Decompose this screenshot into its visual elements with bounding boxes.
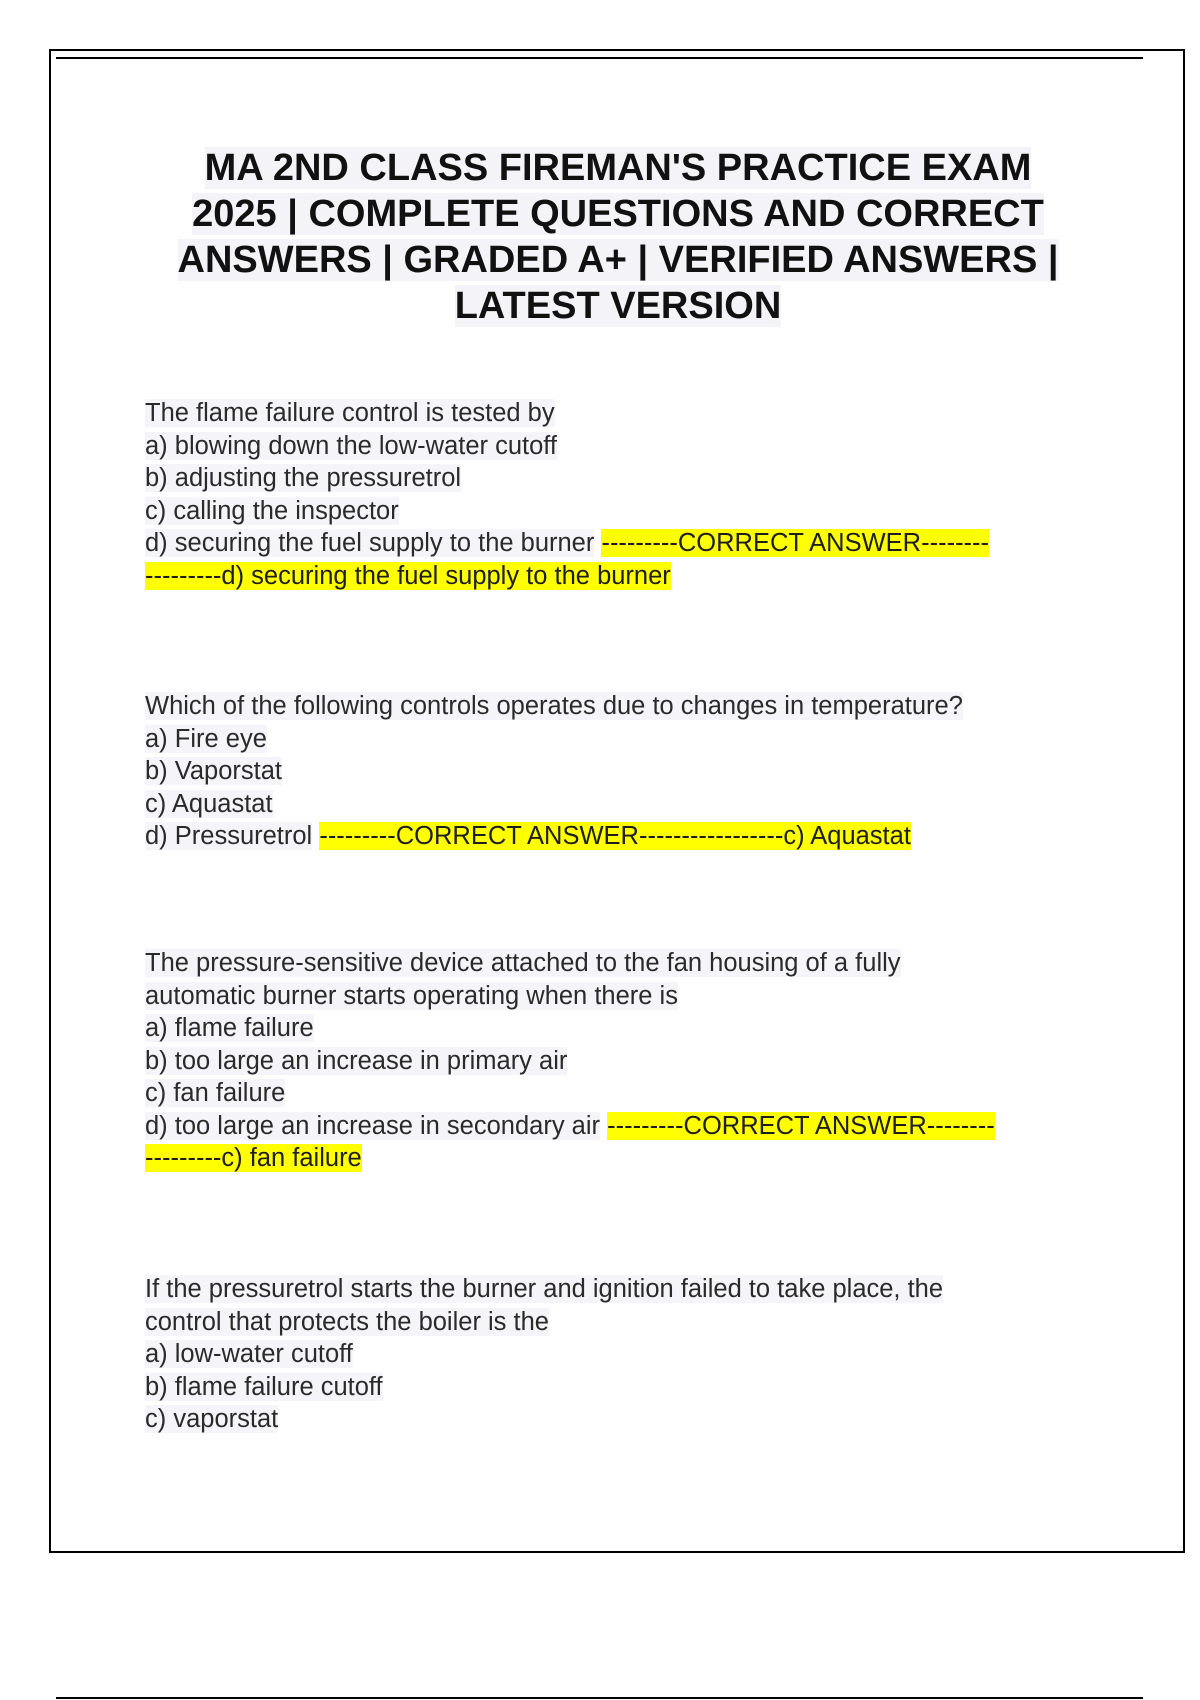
option-c: c) calling the inspector xyxy=(145,496,399,525)
top-rule xyxy=(56,57,1143,59)
option-a: a) low-water cutoff xyxy=(145,1340,353,1368)
document-title xyxy=(120,145,1116,329)
title-line: LATEST VERSION xyxy=(454,285,782,327)
option-b: b) adjusting the pressuretrol xyxy=(145,464,462,492)
question-3 xyxy=(145,947,1090,1175)
title-line: 2025 | COMPLETE QUESTIONS AND CORRECT xyxy=(192,193,1044,235)
question-stem: automatic burner starts operating when there is xyxy=(145,981,678,1010)
correct-answer-highlight: ---------CORRECT ANSWER-------- xyxy=(601,529,990,557)
correct-answer-continuation xyxy=(145,560,1090,593)
correct-answer-continuation xyxy=(145,1142,1090,1175)
correct-answer-highlight: ---------c) fan failure xyxy=(145,1144,362,1172)
option-b: b) Vaporstat xyxy=(145,757,283,785)
question-4 xyxy=(145,1273,1090,1436)
option-c: c) fan failure xyxy=(145,1079,286,1107)
option-d: d) Pressuretrol ---------CORRECT ANSWER-----------------c) Aquastat xyxy=(145,822,911,850)
option-a: a) flame failure xyxy=(145,1014,314,1042)
option-a: a) Fire eye xyxy=(145,724,267,753)
question-1 xyxy=(145,397,1090,592)
question-2 xyxy=(145,690,1090,853)
option-a: a) blowing down the low-water cutoff xyxy=(145,431,557,460)
question-stem: control that protects the boiler is the xyxy=(145,1307,549,1336)
option-b: b) too large an increase in primary air xyxy=(145,1046,568,1075)
question-stem: If the pressuretrol starts the burner and ignition failed to take place, the xyxy=(145,1275,944,1303)
correct-answer-highlight: ---------CORRECT ANSWER-----------------c) Aquastat xyxy=(319,822,911,850)
bottom-rule xyxy=(56,1697,1143,1699)
correct-answer-highlight: ---------CORRECT ANSWER-------- xyxy=(607,1111,995,1140)
question-stem: The pressure-sensitive device attached to the fan housing of a fully xyxy=(145,949,901,977)
option-c: c) vaporstat xyxy=(145,1405,279,1433)
title-line: ANSWERS | GRADED A+ | VERIFIED ANSWERS | xyxy=(177,239,1059,281)
correct-answer-highlight: ---------d) securing the fuel supply to the burner xyxy=(145,561,671,590)
question-stem: Which of the following controls operates due to changes in temperature? xyxy=(145,692,963,720)
title-line: MA 2ND CLASS FIREMAN'S PRACTICE EXAM xyxy=(204,147,1032,189)
option-d: d) too large an increase in secondary air ---------CORRECT ANSWER-------- xyxy=(145,1111,995,1140)
question-stem: The flame failure control is tested by xyxy=(145,399,555,427)
option-b: b) flame failure cutoff xyxy=(145,1372,383,1401)
option-c: c) Aquastat xyxy=(145,789,273,818)
option-d: d) securing the fuel supply to the burner ---------CORRECT ANSWER-------- xyxy=(145,529,990,557)
